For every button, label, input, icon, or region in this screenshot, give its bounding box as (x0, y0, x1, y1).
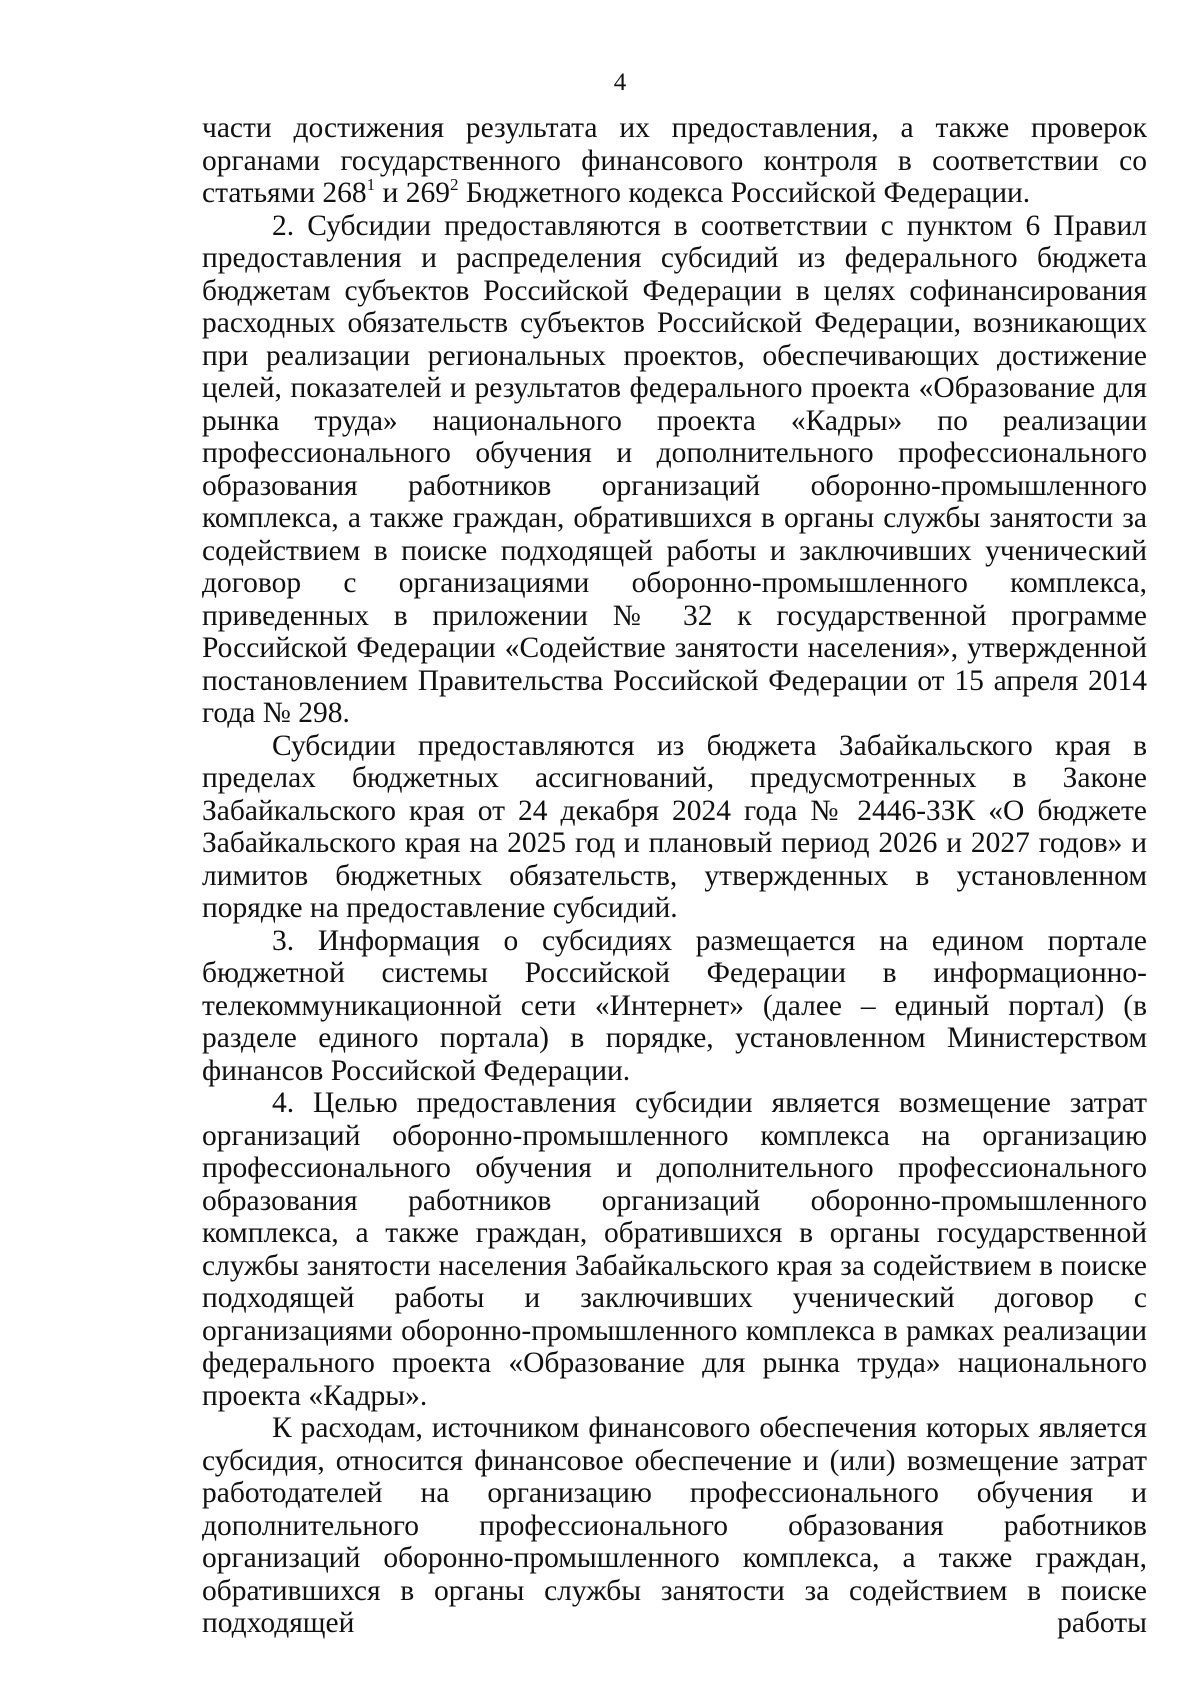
paragraph-audit-continuation: части достижения результата их предоставления, а также проверок органами государственного финансового контроля в соответствии со статьями $268^1$ и $269^2$ Бюджетного кодекса Российской Федерации. (202, 112, 1147, 209)
superscript-2: 2 (449, 175, 459, 194)
page-number: 4 (613, 69, 627, 96)
paragraph-4-purpose: 4. Целью предоставления субсидии является возмещение затрат организаций оборонно-промышленного комплекса на организацию профессионального обучения и дополнительного профессионального образования работников организаций оборонно-промышленного комплекса, а также граждан, обратившихся в органы государственной службы занятости населения Забайкальского края за содействием в поиске подходящей работы и заключивших ученический договор с организациями оборонно-промышленного комплекса в рамках реализации федерального проекта «Образование для рынка труда» национального проекта «Кадры». (202, 1087, 1147, 1412)
paragraph-expenses: К расходам, источником финансового обеспечения которых является субсидия, относится финансовое обеспечение и (или) возмещение затрат работодателей на организацию профессионального обучения и дополнительного профессионального образования работников организаций оборонно-промышленного комплекса, а также граждан, обратившихся в органы службы занятости за содействием в поиске подходящей работы (202, 1412, 1147, 1639)
document-body (202, 112, 1147, 1640)
paragraph-3-portal: 3. Информация о субсидиях размещается на едином портале бюджетной системы Российской Федерации в информационно-телекоммуникационной сети «Интернет» (далее – единый портал) (в разделе единого портала) в порядке, установленном Министерством финансов Российской Федерации. (202, 924, 1147, 1087)
paragraph-2-rules: 2. Субсидии предоставляются в соответствии с пунктом 6 Правил предоставления и распределения субсидий из федерального бюджета бюджетам субъектов Российской Федерации в целях софинансирования расходных обязательств субъектов Российской Федерации, возникающих при реализации региональных проектов, обеспечивающих достижение целей, показателей и результатов федерального проекта «Образование для рынка труда» национального проекта «Кадры» по реализации профессионального обучения и дополнительного профессионального образования работников организаций оборонно-промышленного комплекса, а также граждан, обратившихся в органы службы занятости за содействием в поиске подходящей работы и заключивших ученический договор с организациями оборонно-промышленного комплекса, приведенных в приложении № 32 к государственной программе Российской Федерации «Содействие занятости населения», утвержденной постановлением Правительства Российской Федерации от 15 апреля 2014 года № 298. (202, 209, 1147, 729)
superscript-1: 1 (366, 175, 376, 194)
paragraph-budget-source: Субсидии предоставляются из бюджета Забайкальского края в пределах бюджетных ассигнований, предусмотренных в Законе Забайкальского края от 24 декабря 2024 года № 2446-ЗЗК «О бюджете Забайкальского края на 2025 год и плановый период 2026 и 2027 годов» и лимитов бюджетных обязательств, утвержденных в установленном порядке на предоставление субсидий. (202, 729, 1147, 924)
